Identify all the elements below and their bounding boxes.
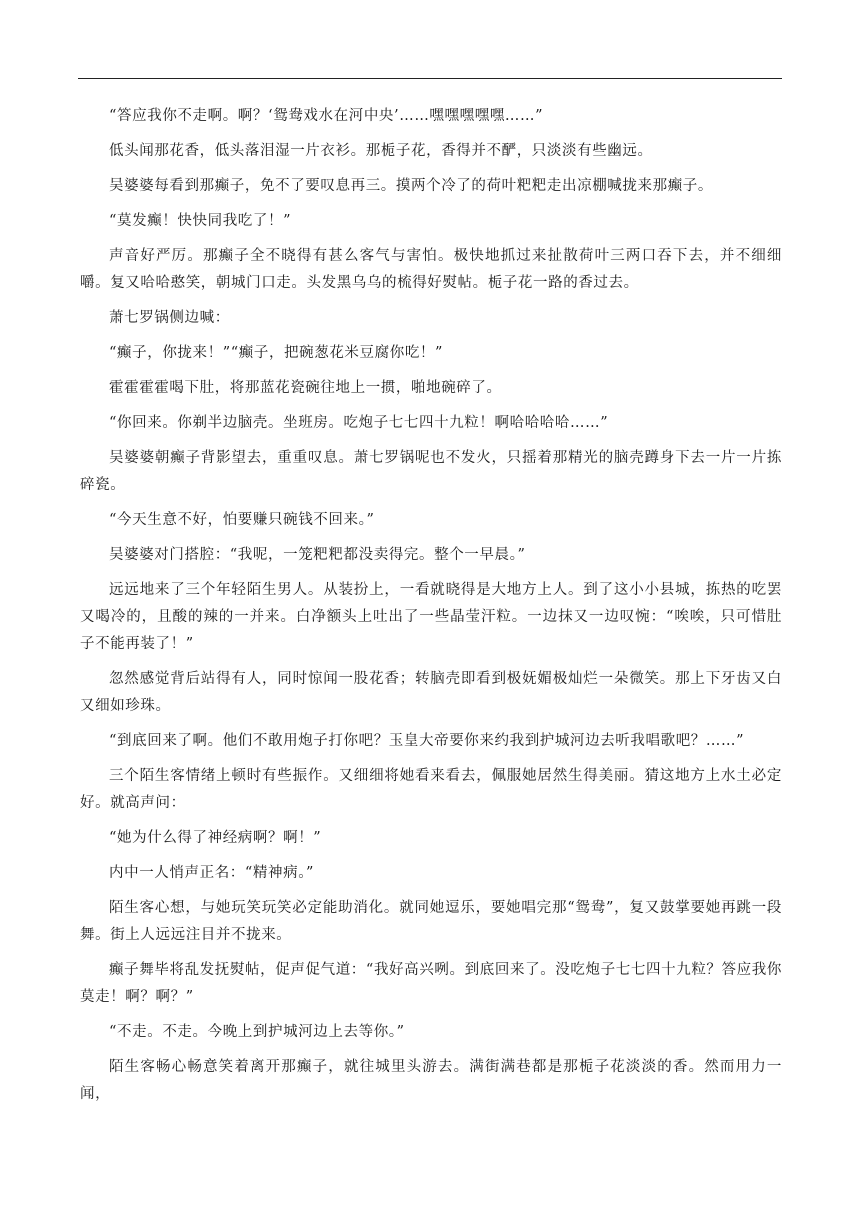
header-rule	[78, 78, 782, 79]
paragraph: 萧七罗锅侧边喊：	[109, 310, 230, 326]
paragraph: 癫子舞毕将乱发抚熨帖，促声促气道：“我好高兴咧。到底回来了。没吃炮子七七四十九粒？答应我你莫走！啊？啊？”	[80, 962, 782, 1005]
paragraph: 声音好严厉。那癫子全不晓得有甚么客气与害怕。极快地抓过来扯散荷叶三两口吞下去，并不细细嚼。复又哈哈憨笑，朝城门口走。头发黑乌乌的梳得好熨帖。栀子花一路的香过去。	[80, 248, 782, 291]
paragraph: 低头闻那花香，低头落泪湿一片衣衫。那栀子花，香得并不酽，只淡淡有些幽远。	[109, 143, 653, 159]
paragraph: “癫子，你拢来！”“癫子，把碗葱花米豆腐你吃！”	[109, 345, 444, 361]
paragraph: “到底回来了啊。他们不敢用炮子打你吧？玉皇大帝要你来约我到护城河边去听我唱歌吧？……”	[109, 733, 745, 749]
paragraph: 吴婆婆对门搭腔：“我呢，一笼粑粑都没卖得完。整个一早晨。”	[109, 547, 526, 563]
paragraph: 忽然感觉背后站得有人，同时惊闻一股花香；转脑壳即看到极妩媚极灿烂一朵微笑。那上下牙齿又白又细如珍珠。	[80, 671, 782, 714]
paragraph: “不走。不走。今晚上到护城河边上去等你。”	[109, 1024, 405, 1040]
paragraph: 陌生客心想，与她玩笑玩笑必定能助消化。就同她逗乐，要她唱完那“鸳鸯”，复又鼓掌要她再跳一段舞。街上人远远注目并不拢来。	[80, 900, 782, 943]
paragraph: 霍霍霍霍喝下肚，将那蓝花瓷碗往地上一掼，啪地碗碎了。	[109, 380, 502, 396]
paragraph: 吴婆婆每看到那癫子，免不了要叹息再三。摸两个冷了的荷叶粑粑走出凉棚喊拢来那癫子。	[109, 178, 713, 194]
paragraph: “莫发癫！快快同我吃了！”	[109, 213, 292, 229]
paragraph: “今天生意不好，怕要赚只碗钱不回来。”	[109, 512, 375, 528]
body-text	[80, 103, 782, 1116]
paragraph: “你回来。你剃半边脑壳。坐班房。吃炮子七七四十九粒！啊哈哈哈哈……”	[109, 415, 609, 431]
paragraph: 内中一人悄声正名：“精神病。”	[109, 865, 315, 881]
paragraph: 三个陌生客情绪上顿时有些振作。又细细将她看来看去，佩服她居然生得美丽。猜这地方上水土必定好。就高声问：	[80, 768, 782, 811]
paragraph: “答应我你不走啊。啊？‘鸳鸯戏水在河中央’……嘿嘿嘿嘿嘿……”	[109, 108, 544, 124]
paragraph: “她为什么得了神经病啊？啊！”	[109, 830, 322, 846]
paragraph: 远远地来了三个年轻陌生男人。从装扮上，一看就晓得是大地方上人。到了这小小县城，拣热的吃罢又喝冷的，且酸的辣的一并来。白净额头上吐出了一些晶莹汗粒。一边抹又一边叹惋：“唉唉，只可惜肚子不能再装了！”	[80, 582, 782, 652]
paragraph: 陌生客畅心畅意笑着离开那癫子，就往城里头游去。满街满巷都是那栀子花淡淡的香。然而用力一闻，	[80, 1059, 782, 1102]
paragraph: 吴婆婆朝癫子背影望去，重重叹息。萧七罗锅呢也不发火，只摇着那精光的脑壳蹲身下去一片一片拣碎瓷。	[80, 450, 782, 493]
